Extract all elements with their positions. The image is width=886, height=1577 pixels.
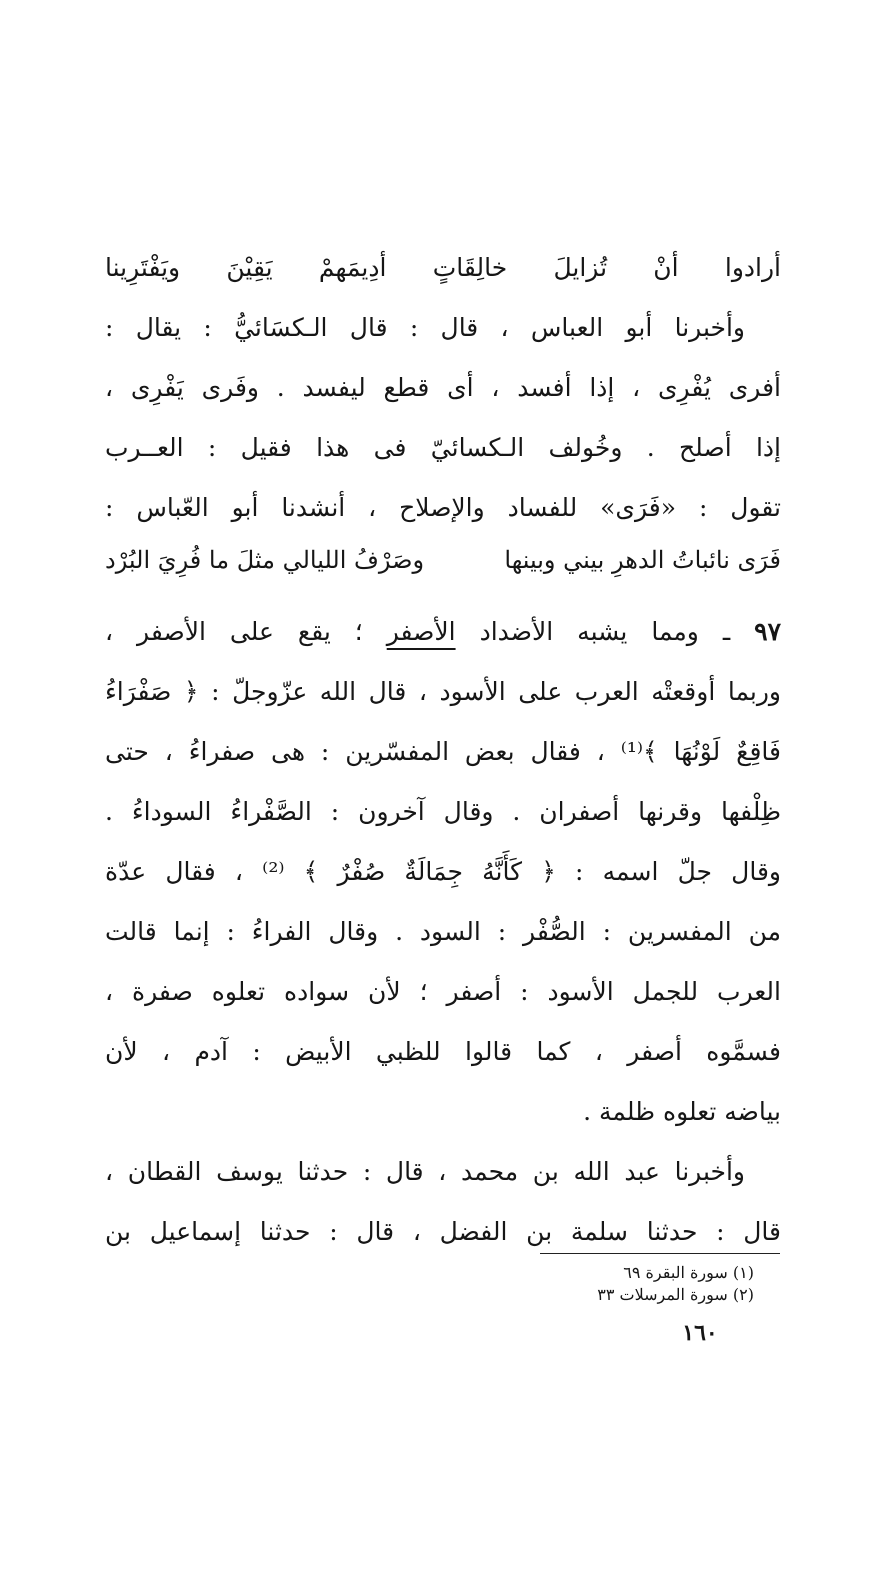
text-line-10: ظِلْفها وقرنها أصفران . وقال آخرون : الصَّفْراءُ السوداءُ . [105,797,781,826]
text-line-8: وربما أوقعتْه العرب على الأسود ، قال الله عزّوجلّ : ﴿ صَفْرَاءُ [105,677,781,706]
poem-verse [105,538,781,582]
text-line-16: وأخبرنا عبد الله بن محمد ، قال : حدثنا يوسف القطان ، [105,1157,745,1186]
footnote-divider [540,1253,780,1254]
text-line-5: تقول : «فَرَى» للفساد والإصلاح ، أنشدنا أبو العّباس : [105,493,781,522]
text-line-4: إذا أصلح . وخُولف الـكسائيّ فى هذا فقيل : العــرب [105,433,781,462]
text-line: أرادوا أنْ تُزايلَ خالِقَاتٍ أدِيمَهمْ يَقِيْنَ ويَفْتَرِينا [105,253,781,282]
heading-text: ـ ومما يشبه الأضداد [479,617,731,646]
text-line-17: قال : حدثنا سلمة بن الفضل ، قال : حدثنا إسماعيل بن [105,1217,781,1246]
verse-first-hemistich: فَرَى نائباتُ الدهرِ بيني وبينها [504,546,781,574]
section-heading-line [105,610,781,654]
verse-line-1 [105,246,781,290]
text-line-15: بياضه تعلوه ظلمة . [583,1097,781,1126]
text-line-13: العرب للجمل الأسود : أصفر ؛ لأن سواده تعلوه صفرة ، [105,977,781,1006]
footnote-2: (٢) سورة المرسلات ٣٣ [597,1285,754,1304]
heading-text-end: ؛ يقع على الأصفر ، [105,617,363,646]
headword-underlined: الأصفر [386,617,456,646]
text-line-3: أفرى يُفْرِى ، إذا أفسد ، أى قطع ليفسد . وفَرى يَفْرِى ، [105,373,781,402]
footnote-1: (١) سورة البقرة ٦٩ [623,1263,754,1282]
verse-second-hemistich: وصَرْفُ الليالي مثلَ ما فُرِيَ البُرْد [105,546,425,574]
text-line-2: وأخبرنا أبو العباس ، قال : قال الـكسَائيُّ : يقال : [105,313,745,342]
page-number: ١٦٠ [682,1320,718,1346]
text-line-9: فَاقِعٌ لَوْنُهَا ﴾⁽¹⁾ ، فقال بعض المفسّرين : هى صفراءُ ، حتى [105,737,781,766]
text-line-14: فسمَّوه أصفر ، كما قالوا للظبي الأبيض : آدم ، لأن [105,1037,781,1066]
text-line-12: من المفسرين : الصُّفْر : السود . وقال الفراءُ : إنما قالت [105,917,781,946]
section-number: ٩٧ [754,617,782,646]
text-line-11: وقال جلّ اسمه : ﴿ كَأَنَّهُ جِمَالَةٌ صُفْرٌ ﴾ ⁽²⁾ ، فقال عدّة [105,857,781,886]
